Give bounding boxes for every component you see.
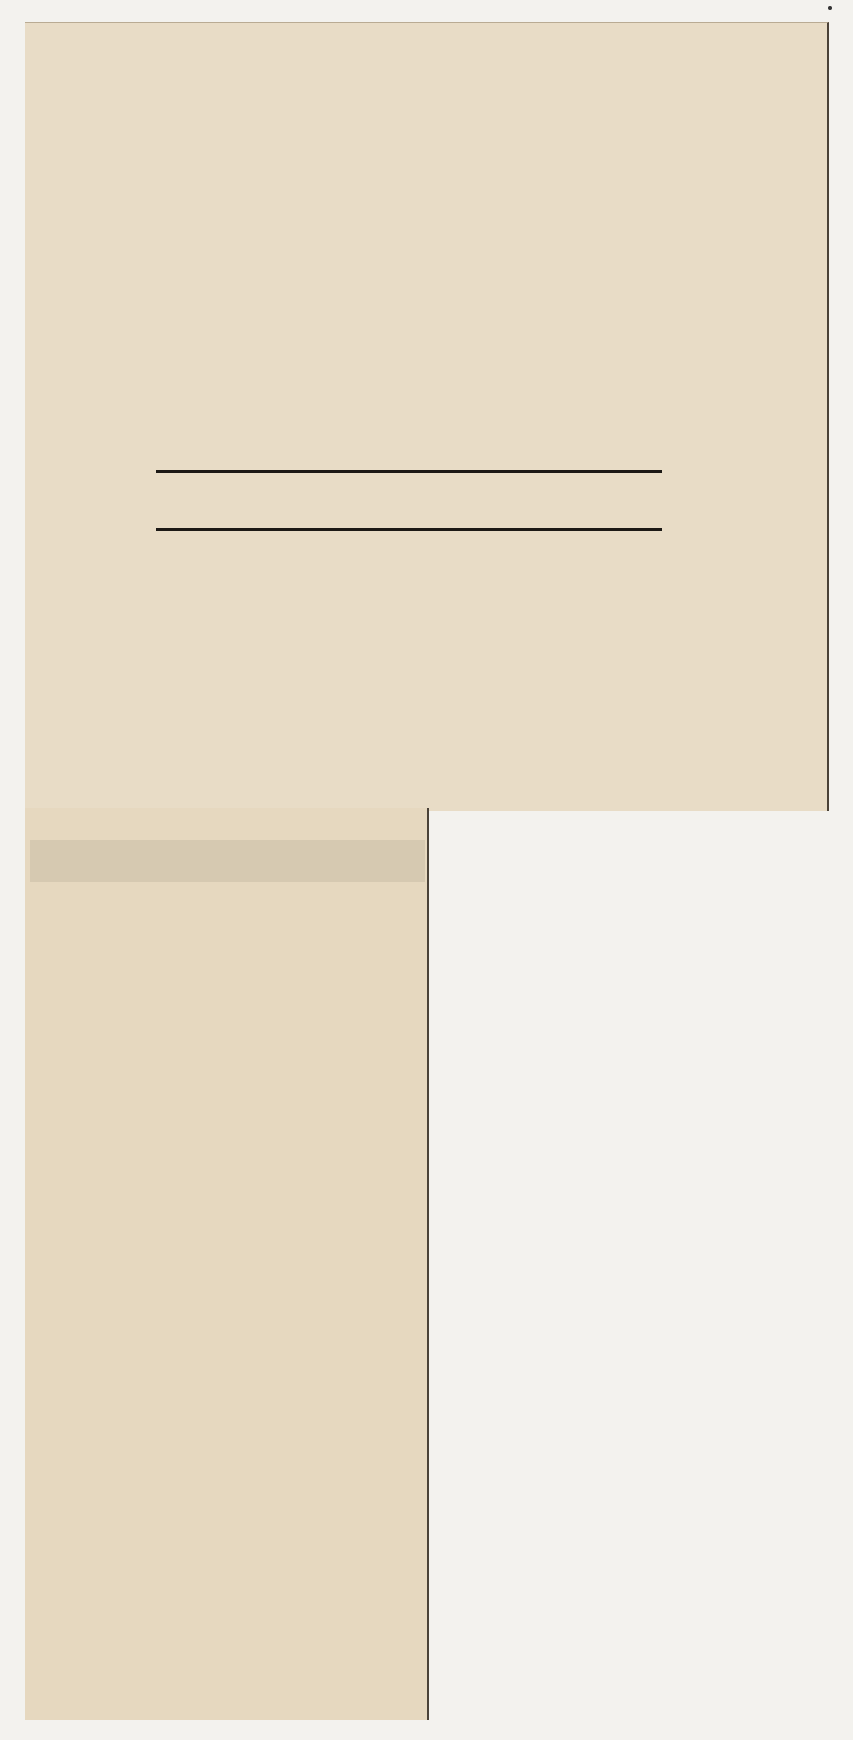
clipping-column [25, 808, 429, 1720]
byline-rule-top [156, 470, 662, 473]
ink-dot [828, 6, 832, 10]
clipping-top [25, 22, 829, 811]
byline-rule-bottom [156, 528, 662, 531]
fold-shadow [30, 840, 425, 882]
